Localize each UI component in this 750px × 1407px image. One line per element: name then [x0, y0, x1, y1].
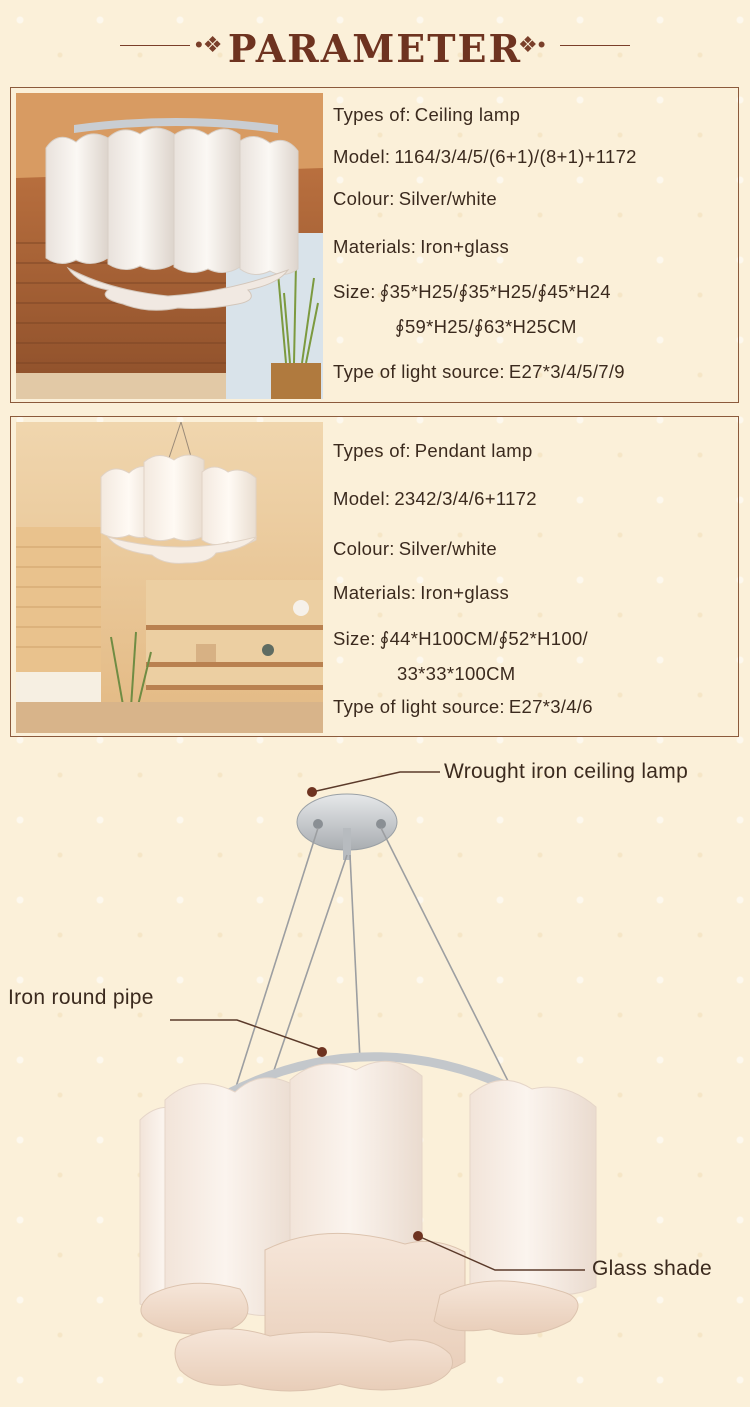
page-header [0, 18, 750, 78]
ornament-right-icon: ❖• [518, 32, 546, 57]
spec-materials-label: Materials: [333, 236, 417, 257]
spec-size-value-1: ∮44*H100CM/∮52*H100/ [379, 628, 588, 649]
spec-materials [333, 236, 509, 258]
pendant-lamp-panel [10, 416, 739, 737]
lamp-diagram [0, 740, 750, 1407]
spec-colour [333, 188, 497, 210]
spec-colour [333, 538, 497, 560]
spec-colour-label: Colour: [333, 188, 395, 209]
spec-materials-value: Iron+glass [420, 582, 510, 603]
spec-model [333, 488, 537, 510]
spec-colour-value: Silver/white [398, 538, 497, 559]
callout-ceiling-lamp: Wrought iron ceiling lamp [444, 760, 689, 783]
spec-type-value: Ceiling lamp [414, 104, 521, 125]
spec-model-value: 1164/3/4/5/(6+1)/(8+1)+1172 [394, 146, 637, 167]
spec-size-value-1: ∮35*H25/∮35*H25/∮45*H24 [379, 281, 611, 302]
spec-size [333, 281, 611, 303]
spec-model-label: Model: [333, 488, 391, 509]
spec-light-source [333, 696, 593, 718]
spec-model-value: 2342/3/4/6+1172 [394, 488, 537, 509]
spec-light-source [333, 361, 625, 383]
spec-materials [333, 582, 509, 604]
callout-glass-shade: Glass shade [592, 1257, 713, 1280]
spec-type [333, 104, 520, 126]
ceiling-lamp-panel [10, 87, 739, 403]
spec-size-value-2: 33*33*100CM [397, 663, 516, 684]
spec-colour-value: Silver/white [398, 188, 497, 209]
spec-size-value-2: ∮59*H25/∮63*H25CM [395, 316, 577, 337]
spec-materials-value: Iron+glass [420, 236, 510, 257]
spec-colour-label: Colour: [333, 538, 395, 559]
ceiling-lamp-room-image [16, 93, 323, 399]
spec-light-value: E27*3/4/6 [508, 696, 593, 717]
ceiling-lamp-photo [16, 93, 323, 399]
spec-type-label: Types of: [333, 440, 411, 461]
ornament-left-icon: •❖ [195, 32, 223, 57]
page-title: PARAMETER [227, 26, 523, 71]
spec-light-label: Type of light source: [333, 361, 505, 382]
callout-round-pipe: Iron round pipe [8, 986, 154, 1009]
spec-light-value: E27*3/4/5/7/9 [508, 361, 625, 382]
spec-materials-label: Materials: [333, 582, 417, 603]
header-rule-right [560, 45, 630, 46]
pendant-lamp-photo [16, 422, 323, 733]
spec-type-label: Types of: [333, 104, 411, 125]
spec-light-label: Type of light source: [333, 696, 505, 717]
spec-size-label: Size: [333, 281, 376, 302]
pendant-lamp-room-image [16, 422, 323, 733]
spec-model-label: Model: [333, 146, 391, 167]
spec-type-value: Pendant lamp [414, 440, 533, 461]
spec-size-label: Size: [333, 628, 376, 649]
spec-size [333, 628, 588, 650]
spec-model [333, 146, 637, 168]
spec-type [333, 440, 533, 462]
